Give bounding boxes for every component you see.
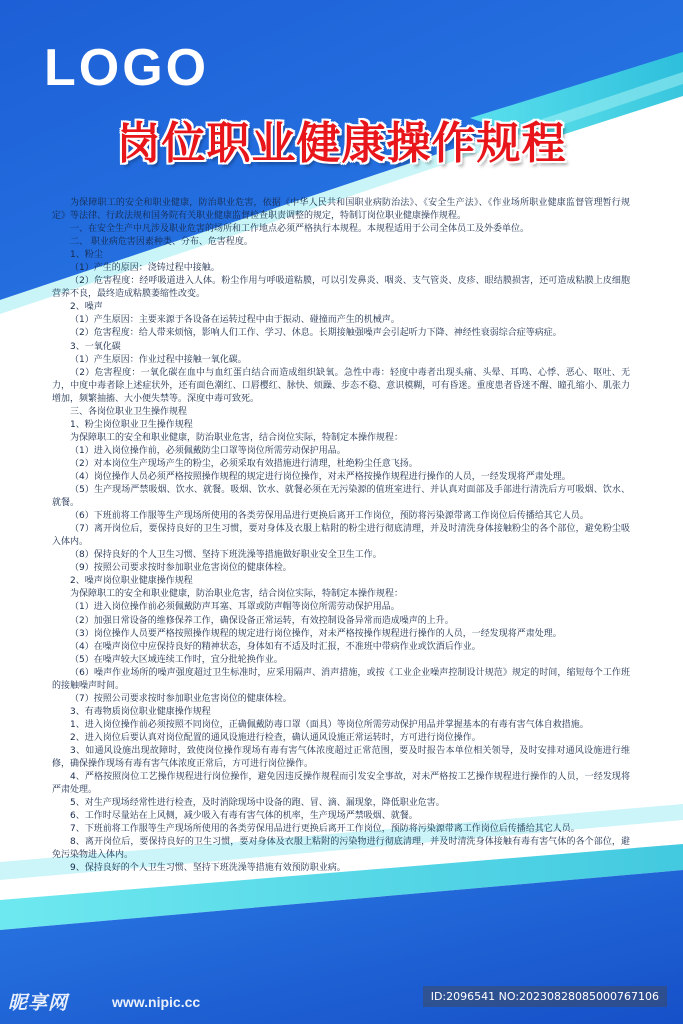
paragraph: （6）噪声作业场所的噪声强度超过卫生标准时，应采用隔声、消声措施，或按《工业企业噪声控制设计规范》规定的时间，缩短每个工作班的接触噪声时间。 [52,667,630,691]
watermark-id: ID:2096541 NO:20230828085000767106 [423,986,667,1007]
paragraph: 2、进入岗位后要认真对岗位配置的通风设施进行检查，确认通风设施正常运转时，方可进行岗位操作。 [70,732,481,743]
paragraph: 三、各岗位职业卫生操作规程 [70,406,188,417]
paragraph: （3）岗位操作人员要严格按照操作规程的规定进行岗位操作，对未严格按操作规程进行操作的人员，一经发现将严肃处理。 [70,628,562,639]
paragraph: 5、对生产现场经常性进行检查，及时消除现场中设备的跑、冒、滴、漏现象，降低职业危害。 [70,798,445,809]
paragraph: 二、 职业病危害因素种类、分布、危害程度。 [70,237,253,248]
watermark-site: 昵享网 [8,992,69,1014]
watermark-url: www.nipic.cc [112,994,201,1010]
paragraph: 3、如通风设施出现故障时，致使岗位操作现场有毒有害气体浓度超过正常范围，要及时报告本单位相关领导，及时安排对通风设施进行维修，确保操作现场有毒有害气体浓度正常后，方可进行岗位操作。 [52,745,630,770]
page-title: 岗位职业健康操作规程 [116,118,567,169]
paragraph: （5）在噪声较大区域连续工作时，宜分批轮换作业。 [70,654,283,665]
paragraph: 9、保持良好的个人卫生习惯、坚持下班洗澡等措施有效预防职业病。 [70,863,346,874]
paragraph: 3、一氧化碳 [70,341,121,352]
paragraph: 1、粉尘岗位职业卫生操作规程 [70,419,193,430]
paragraph: （9）按照公司要求按时参加职业危害岗位的健康体检。 [70,563,292,574]
paragraph: 为保障职工的安全和职业健康，防治职业危害，结合岗位实际，特制定本操作规程： [70,589,404,600]
paragraph: 4、严格按照岗位工艺操作规程进行岗位操作，避免因违反操作规程而引发安全事故，对未严格按工艺操作规程进行操作的人员，一经发现将严肃处理。 [52,772,630,796]
paragraph: 为保障职工的安全和职业健康，防治职业危害，依据《中华人民共和国职业病防治法》、《安全生产法》、《作业场所职业健康监督管理暂行规定》等法律、行政法规和国务院有关职业健康监督检查职责调整的规定，特制订岗位职业健康操作规程。 [52,198,630,222]
paragraph: （2）对本岗位生产现场产生的粉尘，必须采取有效措施进行清理，杜绝粉尘任意飞扬。 [70,458,418,469]
paragraph: （1）产生的原因：浇铸过程中接触。 [70,263,220,274]
paragraph: （1）进入岗位操作前，必须佩戴防尘口罩等岗位所需劳动保护用品。 [70,445,346,456]
paragraph: （1）产生原因：主要来源于各设备在运转过程中由于振动、碰撞而产生的机械声。 [70,315,400,326]
paragraph: （7）按照公司要求按时参加职业危害岗位的健康体检。 [70,693,292,704]
paragraph: （1）产生原因：作业过程中接触一氧化碳。 [70,354,247,365]
paragraph: （2）危害程度：一氧化碳在血中与血红蛋白结合而造成组织缺氧。急性中毒：轻度中毒者出现头痛、头晕、耳鸣、心悸、恶心、呕吐、无力，中度中毒者除上述症状外，还有面色潮红、口唇樱红、脉快、烦躁、步态不稳、意识模糊，可有昏迷。重度患者昏迷不醒、瞳孔缩小、肌张力增加，频繁抽搐、大小便失禁等。深度中毒可致死。 [52,367,630,404]
paragraph: 3、有毒物质岗位职业健康操作规程 [70,706,211,717]
paragraph: （5）生产现场严禁吸烟、饮水、就餐。吸烟、饮水、就餐必须在无污染源的值班室进行、并认真对面部及手部进行清洗后方可吸烟、饮水、就餐。 [52,485,630,509]
paragraph: （2）加强日常设备的维修保养工作，确保设备正常运转，有效控制设备异常而造成噪声的上升。 [70,615,454,626]
paragraph: 8、离开岗位后，要保持良好的卫生习惯，要对身体及衣服上粘附的污染物进行彻底清理，并及时清洗身体接触有毒有害气体的各个部位，避免污染物进入体内。 [52,837,630,861]
paragraph: 一、在安全生产中凡涉及职业危害的场所和工作地点必须严格执行本规程。本规程适用于公司全体员工及外委单位。 [70,224,530,235]
paragraph: （2）危害程度：经呼吸道进入人体。粉尘作用与呼吸道粘膜，可以引发鼻炎、咽炎、支气管炎、皮疹、眼结膜损害，还可造成粘膜上皮细胞营养不良，最终造成粘膜萎缩性改变。 [52,276,630,300]
paragraph: 为保障职工的安全和职业健康，防治职业危害，结合岗位实际，特制定本操作规程： [70,432,404,443]
logo: LOGO [44,39,210,97]
paragraph: （4）岗位操作人员必须严格按照操作规程的规定进行岗位操作，对未严格按操作规程进行操作的人员，一经发现将严肃处理。 [70,471,571,482]
paragraph: 7、下班前将工作服等生产现场所使用的各类劳保用品进行更换后离开工作岗位，预防将污染源带离工作岗位后传播给其它人员。 [70,824,580,835]
regulation-text [52,197,630,875]
paragraph: （6）下班前将工作服等生产现场所使用的各类劳保用品进行更换后离开工作岗位，预防将污染源带离工作岗位后传播给其它人员。 [70,511,589,522]
paragraph: 1、粉尘 [70,250,103,261]
paragraph: 1、进入岗位操作前必须按照不同岗位，正确佩戴防毒口罩（面具）等岗位所需劳动保护用品并掌握基本的有毒有害气体自救措施。 [70,719,589,730]
paragraph: （4）在噪声岗位中应保持良好的精神状态，身体如有不适及时汇报，不准班中带病作业或饮酒后作业。 [70,641,481,652]
paragraph: （2）危害程度：给人带来烦恼，影响人们工作、学习、休息。长期接触强噪声会引起听力下降、神经性衰弱综合症等病症。 [70,328,562,339]
paragraph: （1）进入岗位操作前必须佩戴防声耳塞、耳罩或防声帽等岗位所需劳动保护用品。 [70,602,400,613]
paragraph: （8）保持良好的个人卫生习惯、坚持下班洗澡等措施做好职业安全卫生工作。 [70,550,382,561]
paragraph: 2、噪声岗位职业健康操作规程 [70,576,193,587]
paragraph: （7）离开岗位后，要保持良好的卫生习惯，要对身体及衣服上粘附的粉尘进行彻底清理，并及时清洗身体接触粉尘的各个部位，避免粉尘吸入体内。 [52,524,630,548]
paragraph: 6、工作时尽量站在上风侧，减少吸入有毒有害气体的机率，生产现场严禁吸烟、就餐。 [70,811,418,822]
paragraph: 2、噪声 [70,302,103,313]
